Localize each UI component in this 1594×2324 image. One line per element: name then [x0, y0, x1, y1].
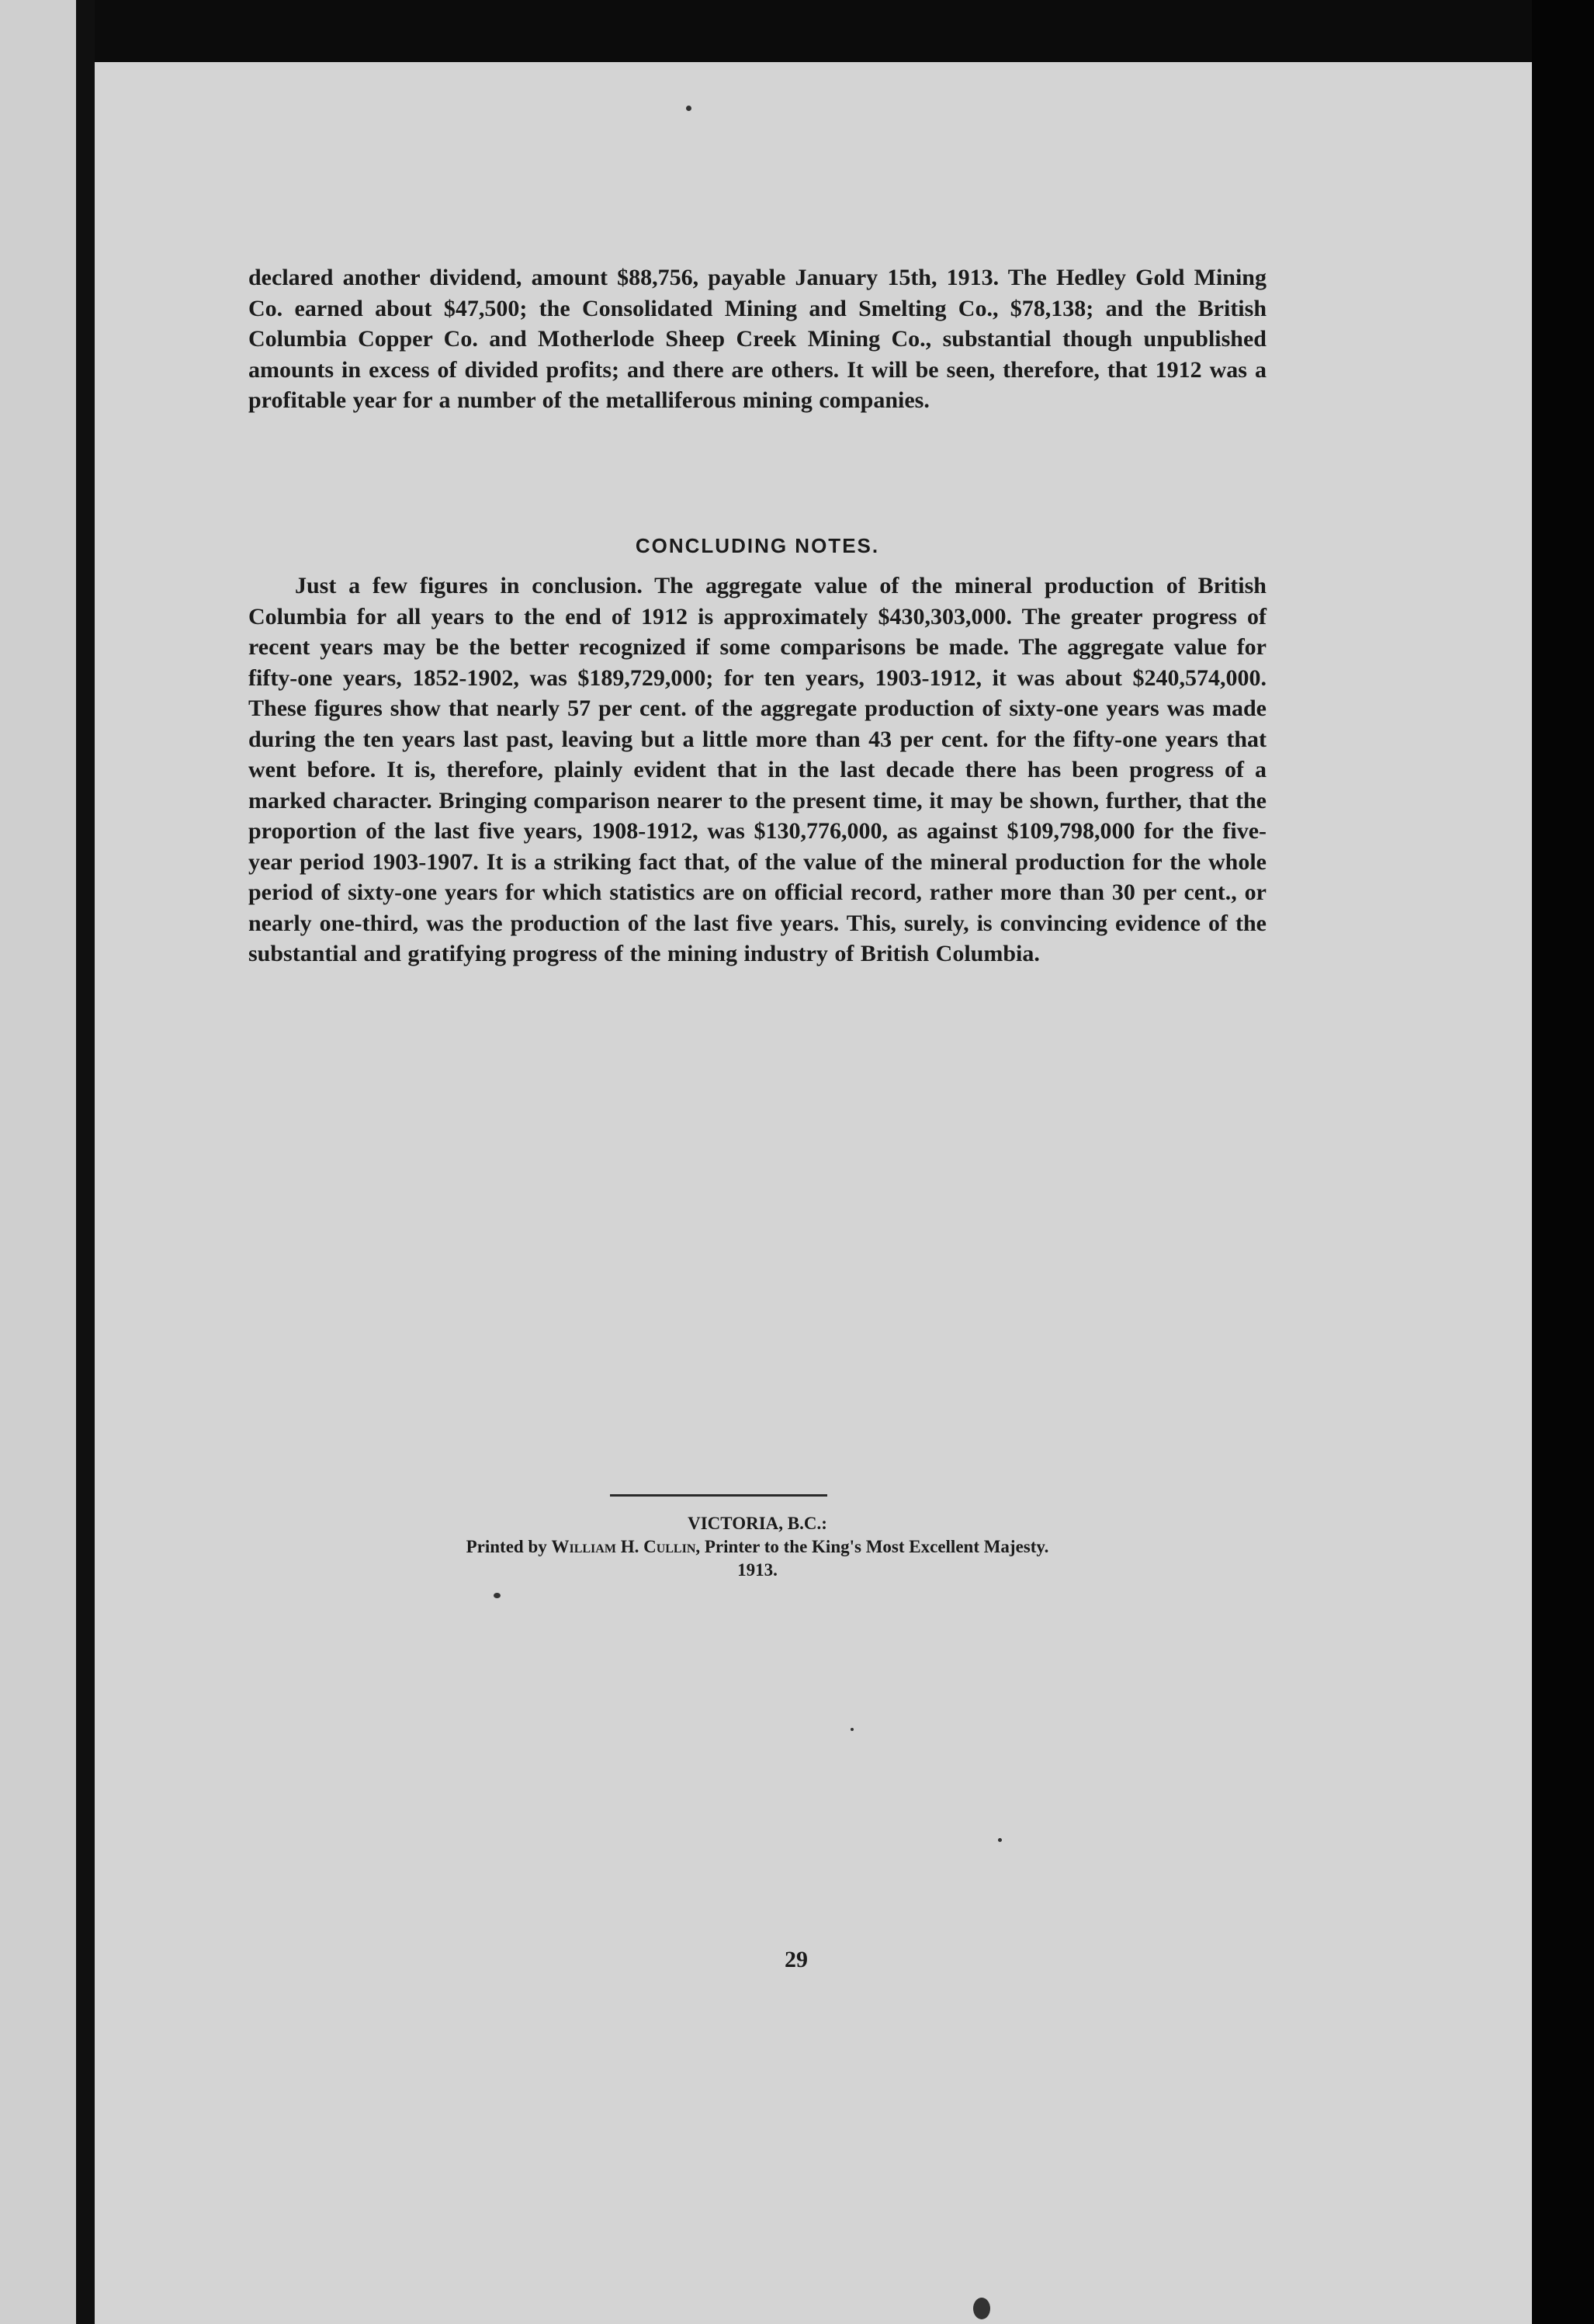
imprint-place: VICTORIA, B.C.:: [688, 1514, 827, 1533]
divider-rule: [610, 1494, 827, 1497]
scan-speck: [851, 1728, 854, 1731]
scan-border: [1532, 0, 1594, 2324]
imprint-printer-line: [248, 1537, 1267, 1557]
imprint-printed-by: Printed by: [466, 1537, 547, 1556]
section-heading: CONCLUDING NOTES.: [635, 534, 880, 557]
paragraph-concluding-notes: Just a few figures in conclusion. The aggregate value of the mineral production of British Columbia for all years to the end of 1912 is approximately $430,303,000. The greater progress of recent years may be the better recognized if some comparisons be made. The aggregate value for fifty-one years, 1852-1902, was $189,729,000; for ten years, 1903-1912, it was about $240,574,000. These figures show that nearly 57 per cent. of the aggregate production of sixty-one years was made during the ten years last past, leaving but a little more than 43 per cent. for the fifty-one years that went before. It is, therefore, plainly evident that in the last decade there has been progress of a marked character. Bringing comparison nearer to the present time, it may be shown, further, that the proportion of the last five years, 1908-1912, was $130,776,000, as against $109,798,000 for the five-year period 1903-1907. It is a striking fact that, of the value of the mineral production for the whole period of sixty-one years for which statistics are on official record, rather more than 30 per cent., or nearly one-third, was the production of the last five years. This, surely, is convincing evidence of the substantial and gratifying progress of the mining industry of British Columbia.: [248, 573, 1267, 966]
scan-speck: [973, 2298, 990, 2319]
imprint-printer-name: William H. Cullin,: [551, 1537, 701, 1556]
scan-speck: [998, 1838, 1002, 1842]
scan-speck: [686, 106, 691, 111]
page-number: 29: [785, 1947, 808, 1972]
book-gutter: [76, 0, 95, 2324]
imprint-year: 1913.: [737, 1560, 778, 1580]
paragraph-dividends: declared another dividend, amount $88,756, payable January 15th, 1913. The Hedley Gold Mining Co. earned about $47,500; the Consolidated Mining and Smelting Co., $78,138; and the British Columbia Copper Co. and Motherlode Sheep Creek Mining Co., substantial though unpublished amounts in excess of divided profits; and there are others. It will be seen, therefore, that 1912 was a profitable year for a number of the metalliferous mining companies.: [248, 265, 1267, 413]
imprint-printer-title: Printer to the King's Most Excellent Majesty.: [704, 1537, 1049, 1556]
adjacent-page-edge: [0, 0, 76, 2324]
scan-speck: [494, 1593, 501, 1598]
